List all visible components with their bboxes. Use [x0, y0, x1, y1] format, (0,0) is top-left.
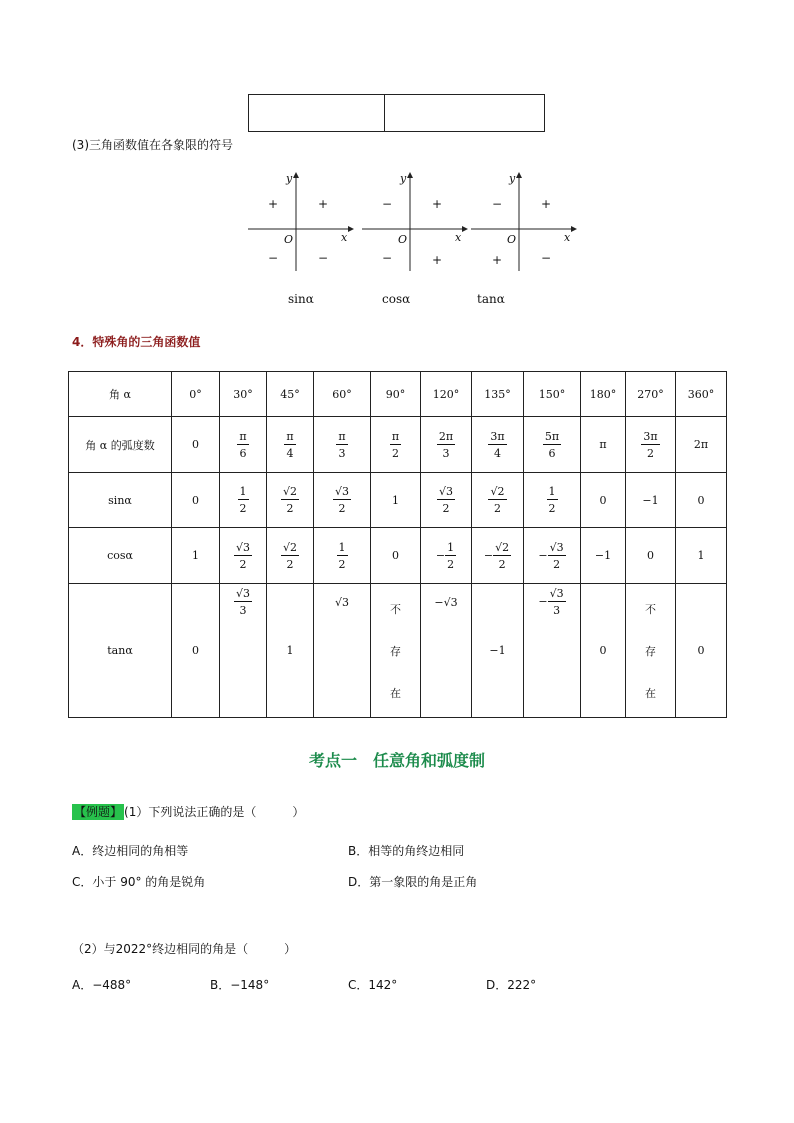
cell: $\frac{\pi}{6}$ [220, 417, 267, 473]
question-2-prompt: （2）与2022°终边相同的角是（ ） [72, 942, 297, 956]
option-b: B．−148° [210, 978, 270, 992]
label-cos: cosα [382, 292, 411, 306]
sign-plus: + [541, 197, 552, 211]
cell: $\frac{√3}{3}$ [220, 584, 267, 718]
sign-minus: − [382, 197, 393, 211]
cell: 30° [220, 372, 267, 417]
option-d: D．222° [486, 978, 537, 992]
cell: 0 [626, 528, 676, 584]
cell: $\frac{1}{2}$ [314, 528, 371, 584]
sign-minus: − [268, 251, 279, 265]
cell: −1 [626, 473, 676, 528]
origin-label: O [507, 233, 517, 246]
option-b: B．相等的角终边相同 [348, 844, 465, 858]
cell: $\frac{√2}{2}$ [472, 473, 524, 528]
cell: 135° [472, 372, 524, 417]
special-angle-table [68, 371, 727, 718]
header-radian: 角 α 的弧度数 [69, 417, 172, 473]
cell: 0 [172, 584, 220, 718]
cell: 150° [524, 372, 581, 417]
heading-3: (3)三角函数值在各象限的符号 [72, 138, 233, 152]
sign-plus: + [432, 197, 443, 211]
cell: 270° [626, 372, 676, 417]
cell: $\frac{2\pi}{3}$ [421, 417, 472, 473]
cell: 1 [676, 528, 727, 584]
header-angle: 角 α [69, 372, 172, 417]
cell: 0 [676, 473, 727, 528]
sign-diagram-cos [362, 170, 470, 274]
cell: $\frac{1}{2}$ [220, 473, 267, 528]
question-1 [72, 803, 304, 820]
cell: 90° [371, 372, 421, 417]
cell: 0 [172, 473, 220, 528]
sign-minus: − [541, 251, 552, 265]
cell: $\frac{\pi}{3}$ [314, 417, 371, 473]
cell: $\frac{\pi}{2}$ [371, 417, 421, 473]
axis-x-label: x [341, 231, 348, 244]
table-row-sin [69, 473, 727, 528]
axis-y-label: y [509, 172, 516, 185]
section-4-title: 4．特殊角的三角函数值 [72, 335, 201, 349]
cell: 120° [421, 372, 472, 417]
cell: 360° [676, 372, 727, 417]
cell: 0 [581, 584, 626, 718]
label-sin: sinα [288, 292, 314, 306]
cell: π [581, 417, 626, 473]
cell: √3 [314, 584, 371, 718]
cell: 0 [676, 584, 727, 718]
option-d: D．第一象限的角是正角 [348, 875, 478, 889]
axis-x-label: x [455, 231, 462, 244]
cell: $\frac{√2}{2}$ [267, 473, 314, 528]
cell: 2π [676, 417, 727, 473]
origin-label: O [398, 233, 408, 246]
cell: 1 [267, 584, 314, 718]
cell: $\frac{√3}{2}$ [421, 473, 472, 528]
cell: $\frac{√3}{2}$ [220, 528, 267, 584]
sign-diagram-sin [248, 170, 356, 274]
table-row-radians [69, 417, 727, 473]
section-title: 考点一 任意角和弧度制 [308, 751, 485, 770]
cell: 0 [172, 417, 220, 473]
cell: $\frac{3\pi}{4}$ [472, 417, 524, 473]
table-row-cos [69, 528, 727, 584]
example-tag: 【例题】 [74, 805, 123, 819]
label-tan: tanα [477, 292, 505, 306]
cell: $\frac{√2}{2}$ [267, 528, 314, 584]
sign-plus: + [492, 253, 503, 267]
empty-table [248, 94, 545, 132]
axis-y-label: y [286, 172, 293, 185]
question-1-prompt: (1）下列说法正确的是（ ） [124, 805, 305, 819]
cell: − $\frac{√2}{2}$ [472, 528, 524, 584]
sign-plus: + [268, 197, 279, 211]
axis-x-label: x [564, 231, 571, 244]
table-row-degrees [69, 372, 727, 417]
cell: $\frac{√3}{2}$ [314, 473, 371, 528]
cell: 1 [172, 528, 220, 584]
cell: −1 [472, 584, 524, 718]
option-c: C．142° [348, 978, 398, 992]
option-a: A．−488° [72, 978, 132, 992]
cell: 180° [581, 372, 626, 417]
cell: 1 [371, 473, 421, 528]
cell: − $\frac{√3}{3}$ [524, 584, 581, 718]
cell: −√3 [421, 584, 472, 718]
cell: − $\frac{√3}{2}$ [524, 528, 581, 584]
header-cos: cosα [69, 528, 172, 584]
sign-plus: + [318, 197, 329, 211]
sign-diagram-tan [471, 170, 579, 274]
sign-minus: − [318, 251, 329, 265]
table-row-tan [69, 584, 727, 718]
cell: 不 存 在 [626, 584, 676, 718]
header-tan: tanα [69, 584, 172, 718]
option-a: A．终边相同的角相等 [72, 844, 189, 858]
cell: $\frac{3\pi}{2}$ [626, 417, 676, 473]
cell: $\frac{1}{2}$ [524, 473, 581, 528]
cell: −1 [581, 528, 626, 584]
option-c: C．小于 90° 的角是锐角 [72, 875, 206, 889]
axis-y-label: y [400, 172, 407, 185]
cell: 0 [581, 473, 626, 528]
cell: $\frac{\pi}{4}$ [267, 417, 314, 473]
header-sin: sinα [69, 473, 172, 528]
origin-label: O [284, 233, 294, 246]
cell: 不 存 在 [371, 584, 421, 718]
cell: 0° [172, 372, 220, 417]
sign-minus: − [382, 251, 393, 265]
cell: $\frac{5\pi}{6}$ [524, 417, 581, 473]
cell: − $\frac{1}{2}$ [421, 528, 472, 584]
sign-minus: − [492, 197, 503, 211]
cell: 45° [267, 372, 314, 417]
cell: 60° [314, 372, 371, 417]
sign-plus: + [432, 253, 443, 267]
cell: 0 [371, 528, 421, 584]
